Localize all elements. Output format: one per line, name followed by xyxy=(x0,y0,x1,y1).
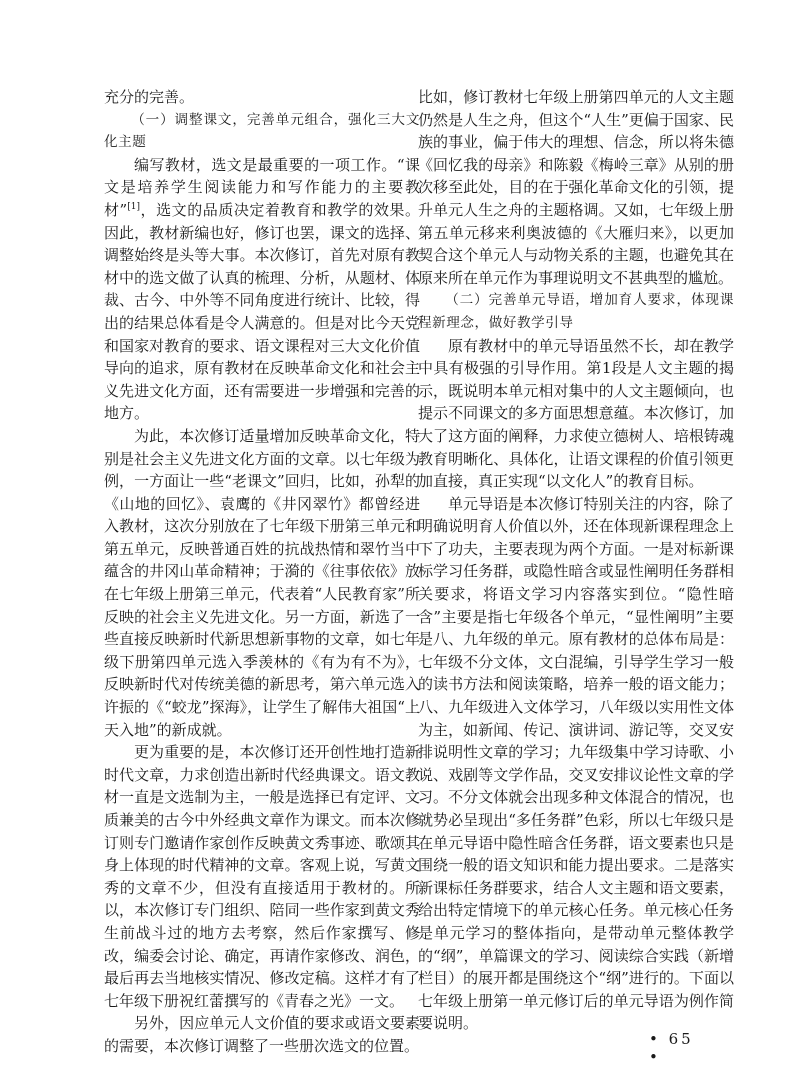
paragraph: 原有教材中的单元导语虽然不长，却在教学中具有极强的引导作用。第1段是人文主题的揭示，既说明本单元相对集中的人文主题倾向，也提示不同课文的多方面思想意蕴。本次修订，加大了这方面的阐释，力求使立德树人、培根铸魂教育明晰化、具体化，让语文课程的价值引领更加直接，真正实现“以文化人”的教育目标。 xyxy=(418,336,734,491)
paragraph: 更为重要的是，本次修订还开创性地打造新时代文章，力求创造出新时代经典课文。语文教材一直是文选制为主，一般是选择已有定评、文质兼美的古今中外经典文章作为课文。而本次修订则专门邀请作家创作反映黄文秀事迹、歌颂其身上体现的时代精神的文章。客观上说，写黄文秀的文章不少，但没有直接适用于教材的。所以，本次修订专门组织、陪同一些作家到黄文秀生前战斗过的地方去考察，然后作家撰写、修改，编委会讨论、确定，再请作家修改、润色，最后再去当地核实情况、修改定稿。这样才有了七年级下册祝红蕾撰写的《青春之光》一文。 xyxy=(104,743,420,1010)
paragraph: 比如，修订教材七年级上册第四单元的人文主题仍然是人生之舟，但这个“人生”更偏于国家、民族的事业，偏于伟大的理想、信念，所以将朱德《回忆我的母亲》和陈毅《梅岭三章》从别的册次移至此处，目的在于强化革命文化的引领，提升单元人生之舟的主题格调。又如，七年级上册第五单元移来利奥波德的《大雁归来》，以更加契合这个单元人与动物关系的主题，也避免其在原来所在单元作为事理说明文不甚典型的尴尬。 xyxy=(418,88,734,287)
page-number: • 65 • xyxy=(649,1030,694,1066)
paragraph-text: ，选文的品质决定着教育和教学的效果。因此，教材新编也好，修订也罢，课文的选择、调整始终是头等大事。本次修订，首先对原有教材中的选文做了认真的梳理、分析，从题材、体裁、古今、中外等不同角度进行统计、比较，得出的结果总体看是令人满意的。但是对比今天党和国家对教育的要求、语文课程对三大文化价值导向的追求，原有教材在反映革命文化和社会主义先进文化方面，还有需要进一步增强和完善的地方。 xyxy=(104,200,420,423)
right-column xyxy=(418,86,734,1035)
paragraph: 为此，本次修订适量增加反映革命文化，特别是社会主义先进文化方面的文章。以七年级为例，一方面让一些“老课文”回归，比如，孙犁的《山地的回忆》、袁鹰的《井冈翠竹》都曾经进入教材，这次分别放在了七年级下册第三单元和第五单元，反映普通百姓的抗战热情和翠竹当中蕴含的井冈山革命精神；于漪的《往事依依》放在七年级上册第三单元，代表着“人民教育家”所反映的社会主义先进文化。另一方面，新选了一些直接反映新时代新思想新事物的文章，如七年级下册第四单元选入季羡林的《有为有不为》，反映新时代对传统美德的新思考，第六单元选入许振的《“蛟龙”探海》，让学生了解伟大祖国“上天入地”的新成就。 xyxy=(104,426,420,739)
citation-ref: [1] xyxy=(127,201,140,212)
paragraph-text: 编写教材，选文是最重要的一项工作。“课文是培养学生阅读能力和写作能力的主要教材” xyxy=(104,155,420,219)
section-heading: （一）调整课文，完善单元组合，强化三大文化主题 xyxy=(104,111,420,151)
section-heading: （二）完善单元导语，增加育人要求，体现课程新理念，做好教学引导 xyxy=(418,292,734,331)
paragraph: 单元导语是本次修订特别关注的内容，除了明确说明育人价值以外，还在体现新课程理念上下了功夫，主要表现为两个方面。一是对标新课标学习任务群，或隐性暗含或显性阐明任务群相关要求，将语文学习内容落实到位。“隐性暗含”主要是指七年级各个单元，“显性阐明”主要是八、九年级的单元。原有教材的总体布局是：七年级不分文体，文白混编，引导学生学习一般的读书方法和阅读策略，培养一般的语文能力；八、九年级进入文体学习，八年级以实用性文体为主，如新闻、传记、演讲词、游记等，交叉安排说明性文章的学习；九年级集中学习诗歌、小说、戏剧等文学作品，交叉安排议论性文章的学习。不分文体就会出现多种文体混合的情况，也就势必呈现出“多任务群”色彩，所以七年级只是在单元导语中隐性暗含任务群，语文要素也只是围绕一般的语文知识和能力提出要求。二是落实新课标任务群要求，结合人文主题和语文要素，给出特定情境下的单元核心任务。单元核心任务是单元学习的整体指向，是带动单元整体教学的“纲”，单篇课文的学习、阅读综合实践（新增栏目）的展开都是围绕这个“纲”进行的。下面以七年级上册第一单元修订后的单元导语为例作简要说明。 xyxy=(418,494,734,1033)
paragraph xyxy=(104,154,420,425)
paragraph: 充分的完善。 xyxy=(104,88,195,106)
left-column xyxy=(104,86,420,1058)
paragraph: 另外，因应单元人文价值的要求或语文要素的需要，本次修订调整了一些册次选文的位置。 xyxy=(104,1014,420,1055)
